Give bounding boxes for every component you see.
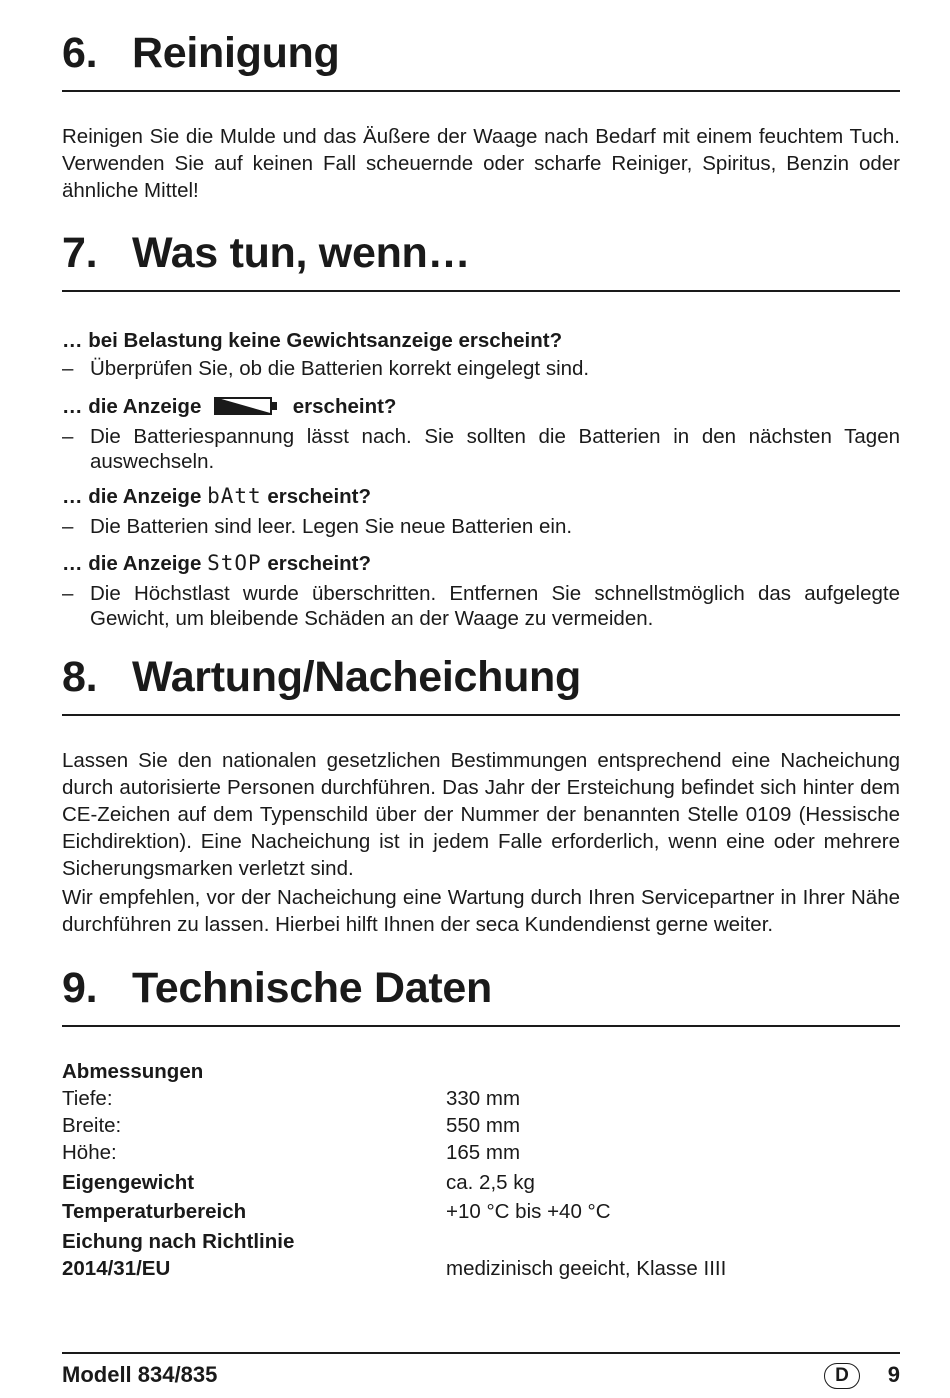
spec-breite-label: Breite: <box>62 1114 122 1137</box>
section-6-heading <box>62 28 900 92</box>
question-4-suffix: erscheint? <box>267 552 372 575</box>
question-3-prefix: … die Anzeige <box>62 485 202 508</box>
spec-eichung-label-line-1: Eichung nach Richtlinie <box>62 1230 295 1253</box>
question-3-suffix: erscheint? <box>267 485 372 508</box>
question-2 <box>62 393 900 420</box>
section-9-heading <box>62 963 900 1027</box>
answer-1 <box>62 356 900 381</box>
question-2-suffix: erscheint? <box>292 395 397 418</box>
section-9-number: 9. <box>62 964 98 1012</box>
section-8-number: 8. <box>62 653 98 701</box>
spec-hoehe-value: 165 mm <box>446 1141 521 1164</box>
question-2-prefix: … die Anzeige <box>62 395 202 418</box>
spec-temperatur-value: +10 °C bis +40 °C <box>446 1200 611 1223</box>
answer-2-text: Die Batteriespannung lässt nach. Sie sollten die Batterien in den nächsten Tagen auswechseln. <box>90 425 900 473</box>
language-badge: D <box>824 1363 860 1389</box>
answer-3-dash: – <box>62 515 74 538</box>
page-number: 9 <box>887 1362 900 1387</box>
section-8-title: Wartung/Nacheichung <box>132 653 581 701</box>
footer-model: Modell 834/835 <box>62 1362 218 1387</box>
section-8-paragraph-2: Wir empfehlen, vor der Nacheichung eine Wartung durch Ihren Servicepartner in Ihrer Nähe durchführen zu lassen. Hierbei hilft Ihnen der seca Kundendienst gerne weiter. <box>62 886 900 936</box>
answer-1-dash: – <box>62 357 74 380</box>
section-7-title: Was tun, wenn… <box>132 229 471 277</box>
section-6-number: 6. <box>62 29 98 77</box>
section-8-paragraph-1: Lassen Sie den nationalen gesetzlichen Bestimmungen entsprechend eine Nacheichung durch autorisierte Personen durchführen. Das Jahr der Ersteichung befindet sich hinter dem CE-Zeichen auf dem Typenschild über der Nummer der benannten Stelle 0109 (Hessische Eichdirektion). Eine Nacheichung ist in jedem Falle erforderlich, wenn eine oder mehrere Sicherungsmarken verletzt sind. <box>62 749 900 880</box>
spec-hoehe-label: Höhe: <box>62 1141 117 1164</box>
question-1: … bei Belastung keine Gewichtsanzeige erscheint? <box>62 329 563 352</box>
spec-abmessungen-label: Abmessungen <box>62 1060 204 1083</box>
answer-3 <box>62 514 900 539</box>
spec-eichung-label-line-2: 2014/31/EU <box>62 1257 171 1280</box>
lcd-batt-display: bAtt <box>207 484 262 508</box>
battery-low-icon <box>213 396 279 416</box>
section-7-number: 7. <box>62 229 98 277</box>
page-footer <box>62 1352 900 1398</box>
answer-4-text: Die Höchstlast wurde überschritten. Entfernen Sie schnellstmöglich das aufgelegte Gewicht, um bleibende Schäden an der Waage zu vermeiden. <box>90 582 900 630</box>
section-6-paragraph: Reinigen Sie die Mulde und das Äußere der Waage nach Bedarf mit einem feuchtem Tuch. Verwenden Sie auf keinen Fall scheuernde oder scharfe Reiniger, Spiritus, Benzin oder ähnliche Mittel! <box>62 125 900 202</box>
question-3 <box>62 483 900 510</box>
spec-tiefe-value: 330 mm <box>446 1087 521 1110</box>
section-9-title: Technische Daten <box>132 964 493 1012</box>
spec-eigengewicht-label: Eigengewicht <box>62 1171 195 1194</box>
spec-eigengewicht-value: ca. 2,5 kg <box>446 1171 535 1194</box>
answer-2 <box>62 424 900 474</box>
section-8-heading <box>62 652 900 716</box>
answer-3-text: Die Batterien sind leer. Legen Sie neue Batterien ein. <box>90 515 573 538</box>
question-4 <box>62 550 900 577</box>
question-4-prefix: … die Anzeige <box>62 552 202 575</box>
spec-eichung-value: medizinisch geeicht, Klasse IIII <box>446 1257 727 1280</box>
answer-1-text: Überprüfen Sie, ob die Batterien korrekt eingelegt sind. <box>90 357 590 380</box>
answer-4 <box>62 581 900 631</box>
answer-4-dash: – <box>62 582 74 605</box>
spec-tiefe-label: Tiefe: <box>62 1087 113 1110</box>
section-6-title: Reinigung <box>132 29 340 77</box>
spec-temperatur-label: Temperaturbereich <box>62 1200 247 1223</box>
section-7-heading <box>62 228 900 292</box>
spec-breite-value: 550 mm <box>446 1114 521 1137</box>
answer-2-dash: – <box>62 425 74 448</box>
lcd-stop-display: StOP <box>207 551 262 575</box>
